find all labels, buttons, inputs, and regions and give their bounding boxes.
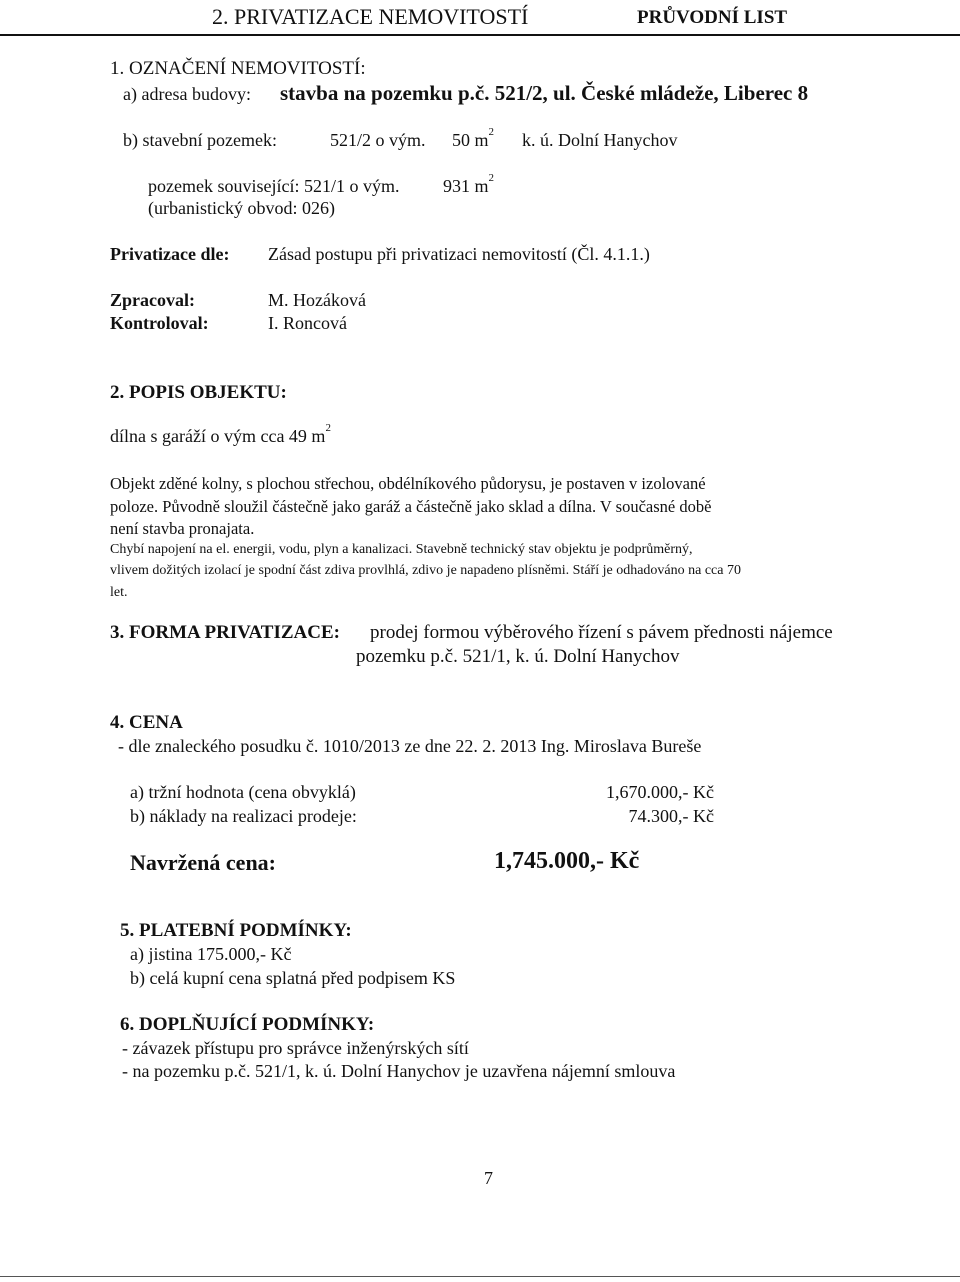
lot-parcel: 521/2 o vým.	[330, 130, 426, 150]
urban-district: (urbanistický obvod: 026)	[148, 198, 335, 218]
lot-cadastre: k. ú. Dolní Hanychov	[522, 130, 678, 150]
proposed-price-amount: 1,745.000,- Kč	[494, 848, 640, 874]
sale-costs-label: b) náklady na realizaci prodeje:	[130, 806, 357, 826]
sale-costs-amount: 74.300,- Kč	[628, 806, 714, 826]
lot-area: 50 $m^2$	[452, 126, 495, 150]
payment-full-price: b) celá kupní cena splatná před podpisem KS	[130, 968, 456, 988]
privatization-basis-value: Zásad postupu při privatizaci nemovitostí (Čl. 4.1.1.)	[268, 244, 650, 264]
technical-line-3: let.	[110, 585, 128, 600]
technical-line-2: vlivem dožitých izolací je spodní část zdiva provlhlá, zdivo je napadeno plísněmi. Stáří je odhadováno na cca 70	[110, 563, 741, 578]
prepared-by-label: Zpracoval:	[110, 290, 195, 310]
document-title: 2. PRIVATIZACE NEMOVITOSTÍ	[212, 4, 529, 29]
footer-rule	[0, 1276, 960, 1277]
section-6-heading: 6. DOPLŇUJÍCÍ PODMÍNKY:	[120, 1014, 375, 1035]
document-type-label: PRŮVODNÍ LIST	[637, 7, 788, 28]
address-label: a) adresa budovy:	[123, 84, 251, 104]
condition-item-1: - závazek přístupu pro správce inženýrských sítí	[122, 1038, 469, 1058]
section-2-heading: 2. POPIS OBJEKTU:	[110, 382, 287, 403]
object-summary: dílna s garáží o vým cca 49 $m^2$	[110, 422, 331, 446]
related-lot-label: pozemek související: 521/1 o vým.	[148, 176, 400, 196]
section-4-heading: 4. CENA	[110, 712, 183, 733]
market-value-amount: 1,670.000,- Kč	[606, 782, 714, 802]
condition-item-2: - na pozemku p.č. 521/1, k. ú. Dolní Hanychov je uzavřena nájemní smlouva	[122, 1061, 676, 1081]
description-line-3: není stavba pronajata.	[110, 519, 255, 538]
price-basis: - dle znaleckého posudku č. 1010/2013 ze dne 22. 2. 2013 Ing. Miroslava Bureše	[118, 736, 702, 756]
privatization-form-line-1: prodej formou výběrového řízení s pávem přednosti nájemce	[370, 622, 833, 643]
address-value: stavba na pozemku p.č. 521/2, ul. České mládeže, Liberec 8	[280, 81, 809, 105]
lot-label: b) stavební pozemek:	[123, 130, 277, 150]
proposed-price-label: Navržená cena:	[130, 850, 277, 875]
section-5-heading: 5. PLATEBNÍ PODMÍNKY:	[120, 920, 352, 941]
checked-by-value: I. Roncová	[268, 313, 347, 333]
checked-by-label: Kontroloval:	[110, 313, 209, 333]
section-3-heading: 3. FORMA PRIVATIZACE:	[110, 622, 340, 643]
technical-line-1: Chybí napojení na el. energii, vodu, plyn a kanalizaci. Stavebně technický stav objektu je podprůměrný,	[110, 542, 693, 557]
market-value-label: a) tržní hodnota (cena obvyklá)	[130, 782, 356, 802]
page-number: 7	[484, 1168, 493, 1188]
header-rule	[0, 34, 960, 36]
description-line-2: poloze. Původně sloužil částečně jako garáž a částečně jako sklad a dílna. V současné době	[110, 497, 712, 516]
privatization-form-line-2: pozemku p.č. 521/1, k. ú. Dolní Hanychov	[356, 646, 680, 667]
payment-deposit: a) jistina 175.000,- Kč	[130, 944, 292, 964]
related-lot-area: 931 $m^2$	[443, 172, 495, 196]
section-1-heading: 1. OZNAČENÍ NEMOVITOSTÍ:	[110, 58, 366, 79]
description-line-1: Objekt zděné kolny, s plochou střechou, obdélníkového půdorysu, je postaven v izolované	[110, 474, 706, 493]
prepared-by-value: M. Hozáková	[268, 290, 366, 310]
privatization-basis-label: Privatizace dle:	[110, 244, 230, 264]
